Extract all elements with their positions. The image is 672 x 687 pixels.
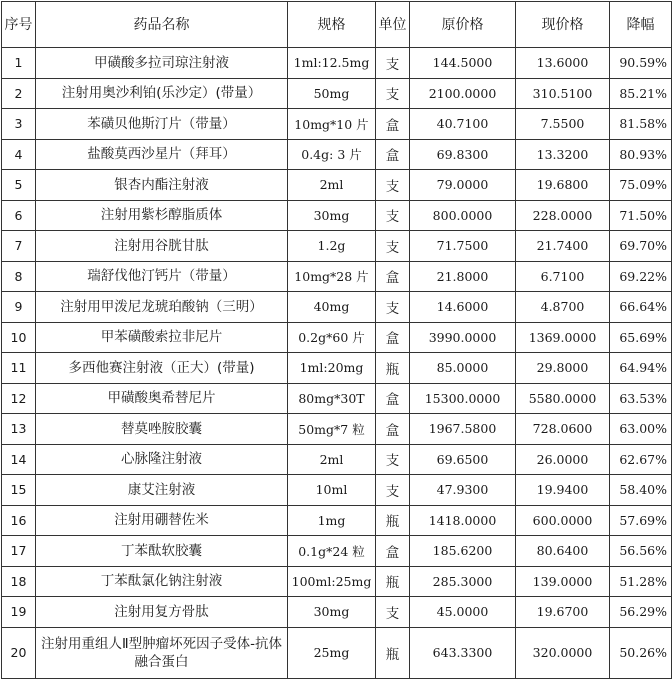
current-price: 320.0000 — [516, 627, 610, 678]
original-price: 45.0000 — [410, 597, 516, 628]
header-unit: 单位 — [376, 2, 410, 48]
table-row — [2, 261, 672, 292]
table-row — [2, 78, 672, 109]
price-drop: 51.28% — [610, 566, 672, 597]
drug-unit: 瓶 — [376, 566, 410, 597]
row-index: 5 — [2, 170, 36, 201]
drug-name: 替莫唑胺胶囊 — [36, 414, 288, 445]
table-row — [2, 322, 672, 353]
drug-name: 丁苯酞软胶囊 — [36, 536, 288, 567]
price-drop: 56.29% — [610, 597, 672, 628]
drug-unit: 瓶 — [376, 505, 410, 536]
drug-spec: 0.2g*60 片 — [288, 322, 376, 353]
original-price: 15300.0000 — [410, 383, 516, 414]
drug-spec: 25mg — [288, 627, 376, 678]
original-price: 14.6000 — [410, 292, 516, 323]
drug-name: 苯磺贝他斯汀片（带量） — [36, 109, 288, 140]
table-row — [2, 536, 672, 567]
original-price: 79.0000 — [410, 170, 516, 201]
row-index: 3 — [2, 109, 36, 140]
drug-spec: 0.4g: 3 片 — [288, 139, 376, 170]
price-drop: 69.22% — [610, 261, 672, 292]
drug-unit: 支 — [376, 444, 410, 475]
header-original-price: 原价格 — [410, 2, 516, 48]
original-price: 21.8000 — [410, 261, 516, 292]
row-index: 4 — [2, 139, 36, 170]
drug-name: 银杏内酯注射液 — [36, 170, 288, 201]
current-price: 1369.0000 — [516, 322, 610, 353]
table-row — [2, 505, 672, 536]
price-drop: 62.67% — [610, 444, 672, 475]
row-index: 17 — [2, 536, 36, 567]
original-price: 285.3000 — [410, 566, 516, 597]
header-price-drop: 降幅 — [610, 2, 672, 48]
table-row — [2, 353, 672, 384]
table-row — [2, 48, 672, 79]
drug-name: 多西他赛注射液（正大）(带量) — [36, 353, 288, 384]
drug-unit: 支 — [376, 48, 410, 79]
drug-spec: 100ml:25mg — [288, 566, 376, 597]
table-row — [2, 109, 672, 140]
row-index: 15 — [2, 475, 36, 506]
price-drop: 90.59% — [610, 48, 672, 79]
current-price: 600.0000 — [516, 505, 610, 536]
row-index: 8 — [2, 261, 36, 292]
drug-name: 康艾注射液 — [36, 475, 288, 506]
drug-spec: 50mg — [288, 78, 376, 109]
row-index: 13 — [2, 414, 36, 445]
drug-name: 注射用谷胱甘肽 — [36, 231, 288, 262]
row-index: 16 — [2, 505, 36, 536]
current-price: 5580.0000 — [516, 383, 610, 414]
drug-unit: 盒 — [376, 139, 410, 170]
current-price: 21.7400 — [516, 231, 610, 262]
original-price: 69.8300 — [410, 139, 516, 170]
original-price: 144.5000 — [410, 48, 516, 79]
row-index: 14 — [2, 444, 36, 475]
drug-spec: 1mg — [288, 505, 376, 536]
original-price: 643.3300 — [410, 627, 516, 678]
current-price: 19.9400 — [516, 475, 610, 506]
drug-name: 盐酸莫西沙星片（拜耳） — [36, 139, 288, 170]
table-row — [2, 292, 672, 323]
drug-unit: 支 — [376, 231, 410, 262]
row-index: 11 — [2, 353, 36, 384]
drug-name: 心脉隆注射液 — [36, 444, 288, 475]
original-price: 3990.0000 — [410, 322, 516, 353]
table-row — [2, 139, 672, 170]
drug-unit: 支 — [376, 292, 410, 323]
drug-unit: 盒 — [376, 414, 410, 445]
drug-spec: 1ml:20mg — [288, 353, 376, 384]
price-drop: 66.64% — [610, 292, 672, 323]
original-price: 40.7100 — [410, 109, 516, 140]
drug-name: 注射用紫杉醇脂质体 — [36, 200, 288, 231]
drug-spec: 1.2g — [288, 231, 376, 262]
original-price: 69.6500 — [410, 444, 516, 475]
price-drop: 58.40% — [610, 475, 672, 506]
original-price: 1967.5800 — [410, 414, 516, 445]
drug-spec: 50mg*7 粒 — [288, 414, 376, 445]
drug-unit: 支 — [376, 200, 410, 231]
table-row — [2, 566, 672, 597]
header-current-price: 现价格 — [516, 2, 610, 48]
drug-unit: 瓶 — [376, 627, 410, 678]
current-price: 310.5100 — [516, 78, 610, 109]
drug-name: 注射用硼替佐米 — [36, 505, 288, 536]
price-drop: 69.70% — [610, 231, 672, 262]
row-index: 9 — [2, 292, 36, 323]
price-drop: 57.69% — [610, 505, 672, 536]
drug-name: 注射用奥沙利铂(乐沙定）(带量） — [36, 78, 288, 109]
row-index: 10 — [2, 322, 36, 353]
drug-unit: 支 — [376, 475, 410, 506]
header-seq: 序号 — [2, 2, 36, 48]
price-drop: 71.50% — [610, 200, 672, 231]
table-row — [2, 170, 672, 201]
header-drug-name: 药品名称 — [36, 2, 288, 48]
table-row — [2, 475, 672, 506]
price-drop: 63.00% — [610, 414, 672, 445]
drug-unit: 支 — [376, 78, 410, 109]
drug-name: 甲磺酸多拉司琼注射液 — [36, 48, 288, 79]
current-price: 139.0000 — [516, 566, 610, 597]
drug-name: 甲苯磺酸索拉非尼片 — [36, 322, 288, 353]
original-price: 71.7500 — [410, 231, 516, 262]
current-price: 19.6800 — [516, 170, 610, 201]
current-price: 4.8700 — [516, 292, 610, 323]
original-price: 2100.0000 — [410, 78, 516, 109]
drug-name: 注射用复方骨肽 — [36, 597, 288, 628]
original-price: 800.0000 — [410, 200, 516, 231]
current-price: 728.0600 — [516, 414, 610, 445]
row-index: 6 — [2, 200, 36, 231]
original-price: 47.9300 — [410, 475, 516, 506]
current-price: 19.6700 — [516, 597, 610, 628]
drug-unit: 盒 — [376, 383, 410, 414]
row-index: 12 — [2, 383, 36, 414]
price-drop: 50.26% — [610, 627, 672, 678]
drug-name: 注射用甲泼尼龙琥珀酸钠（三明） — [36, 292, 288, 323]
drug-spec: 80mg*30T — [288, 383, 376, 414]
original-price: 85.0000 — [410, 353, 516, 384]
current-price: 13.6000 — [516, 48, 610, 79]
drug-unit: 支 — [376, 597, 410, 628]
table-row — [2, 200, 672, 231]
price-drop: 63.53% — [610, 383, 672, 414]
row-index: 19 — [2, 597, 36, 628]
table-row — [2, 597, 672, 628]
price-drop: 65.69% — [610, 322, 672, 353]
drug-spec: 40mg — [288, 292, 376, 323]
row-index: 2 — [2, 78, 36, 109]
price-drop: 56.56% — [610, 536, 672, 567]
drug-unit: 盒 — [376, 261, 410, 292]
drug-spec: 2ml — [288, 444, 376, 475]
drug-spec: 10mg*28 片 — [288, 261, 376, 292]
drug-spec: 1ml:12.5mg — [288, 48, 376, 79]
price-drop: 80.93% — [610, 139, 672, 170]
original-price: 185.6200 — [410, 536, 516, 567]
drug-unit: 盒 — [376, 536, 410, 567]
current-price: 80.6400 — [516, 536, 610, 567]
table-body — [2, 48, 672, 679]
drug-spec: 2ml — [288, 170, 376, 201]
price-drop: 81.58% — [610, 109, 672, 140]
row-index: 1 — [2, 48, 36, 79]
drug-unit: 瓶 — [376, 353, 410, 384]
current-price: 13.3200 — [516, 139, 610, 170]
price-drop: 75.09% — [610, 170, 672, 201]
header-spec: 规格 — [288, 2, 376, 48]
price-drop: 85.21% — [610, 78, 672, 109]
row-index: 7 — [2, 231, 36, 262]
drug-name: 瑞舒伐他汀钙片（带量） — [36, 261, 288, 292]
drug-spec: 10mg*10 片 — [288, 109, 376, 140]
drug-unit: 盒 — [376, 109, 410, 140]
row-index: 20 — [2, 627, 36, 678]
table-row — [2, 627, 672, 678]
drug-spec: 10ml — [288, 475, 376, 506]
price-drop: 64.94% — [610, 353, 672, 384]
current-price: 7.5500 — [516, 109, 610, 140]
drug-name: 注射用重组人Ⅱ型肿瘤坏死因子受体-抗体融合蛋白 — [36, 627, 288, 678]
row-index: 18 — [2, 566, 36, 597]
current-price: 6.7100 — [516, 261, 610, 292]
original-price: 1418.0000 — [410, 505, 516, 536]
table-row — [2, 383, 672, 414]
drug-spec: 30mg — [288, 200, 376, 231]
drug-name: 丁苯酞氯化钠注射液 — [36, 566, 288, 597]
current-price: 228.0000 — [516, 200, 610, 231]
drug-price-table — [1, 1, 672, 679]
table-row — [2, 414, 672, 445]
drug-unit: 盒 — [376, 322, 410, 353]
drug-spec: 30mg — [288, 597, 376, 628]
header-row — [2, 2, 672, 48]
drug-spec: 0.1g*24 粒 — [288, 536, 376, 567]
table-row — [2, 231, 672, 262]
current-price: 26.0000 — [516, 444, 610, 475]
drug-unit: 支 — [376, 170, 410, 201]
drug-name: 甲磺酸奥希替尼片 — [36, 383, 288, 414]
current-price: 29.8000 — [516, 353, 610, 384]
table-row — [2, 444, 672, 475]
